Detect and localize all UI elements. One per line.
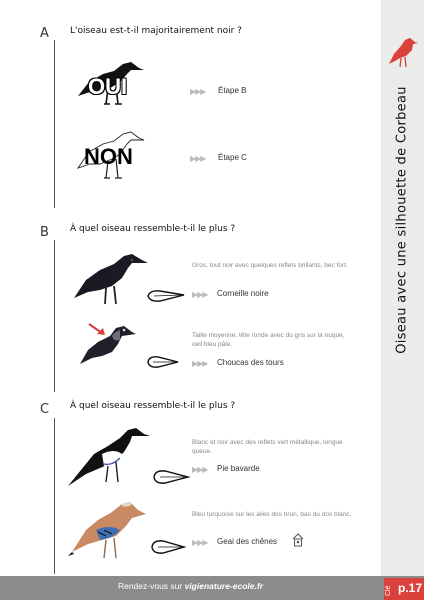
arrow-icon: ▶▶▶ (192, 538, 208, 547)
species-choucas-des-tours[interactable]: Choucas des tours (217, 358, 284, 367)
beak-icon (150, 538, 186, 556)
footer-prefix: Rendez-vous sur (117, 581, 185, 591)
description-pie: Blanc et noir avec des reflets vert métallique, longue queue. (192, 439, 343, 455)
page-number: p.17 (398, 581, 423, 595)
red-pointer-arrow (88, 322, 108, 336)
question-a: L'oiseau est-t-il majoritairement noir ? (70, 26, 242, 36)
section-letter-c: C (40, 402, 50, 417)
arrow-icon: ▶▶▶ (192, 359, 208, 368)
beak-icon (152, 468, 190, 486)
guide-page: Oiseau avec une silhouette de Corbeau A L'oiseau est-t-il majoritairement noir ? OUI ▶▶▶ Étape B NON ▶▶▶ Étape C B À quel oiseau ressemble-t-il le plus ? Gros, tout noir avec quelques reflets brillants, bec fort. ▶▶▶ Corneille noire Taille moyenne, tête ronde avec du gris sur la nuque, oeil bleu pâle. ▶▶▶ Choucas des tours C À quel oiseau ressemble-t-il le plus ? Blanc et noir avec des reflets vert métallique, longue queue. ▶▶▶ Pie bavarde Bleu turquoise sur les ailes dos brun, bas du dos blanc. ▶▶▶ Geai des chênes Rendez-vous sur vigienature-ecole.fr Clé p.17 (0, 0, 424, 600)
arrow-icon: ▶▶▶ (190, 87, 206, 96)
divider-b (54, 240, 55, 392)
answer-non: NON (84, 144, 133, 169)
description-geai: Bleu turquoise sur les ailes dos brun, bas du dos blanc. (192, 511, 352, 518)
corneille-illustration (70, 248, 150, 308)
arrow-icon: ▶▶▶ (190, 154, 206, 163)
geai-illustration (66, 496, 150, 566)
beak-icon (146, 288, 186, 304)
red-bird-icon (388, 34, 420, 70)
birdhouse-icon (292, 533, 304, 547)
species-corneille-noire[interactable]: Corneille noire (217, 289, 269, 298)
divider-a (54, 40, 55, 208)
target-etape-c[interactable]: Étape C (218, 153, 247, 162)
pie-bavarde-illustration (64, 424, 152, 492)
species-pie-bavarde[interactable]: Pie bavarde (217, 464, 260, 473)
question-b: À quel oiseau ressemble-t-il le plus ? (70, 224, 236, 234)
footer-link[interactable]: vigienature-ecole.fr (184, 581, 264, 591)
target-etape-b[interactable]: Étape B (218, 86, 247, 95)
answer-oui: OUI (88, 74, 128, 99)
description-choucas: Taille moyenne, tête ronde avec du gris sur la nuque, oeil bleu pâle. (192, 332, 345, 348)
footer-text (0, 581, 381, 591)
divider-c (54, 418, 55, 574)
beak-icon (146, 354, 180, 370)
choucas-illustration (78, 320, 138, 370)
arrow-icon: ▶▶▶ (192, 465, 208, 474)
species-geai-des-chenes[interactable]: Geai des chênes (217, 537, 278, 546)
arrow-icon: ▶▶▶ (192, 290, 208, 299)
description-corneille: Gros, tout noir avec quelques reflets brillants, bec fort. (192, 262, 348, 269)
section-letter-b: B (40, 225, 49, 240)
cle-label: Clé (385, 585, 392, 596)
question-c: À quel oiseau ressemble-t-il le plus ? (70, 401, 236, 411)
section-letter-a: A (40, 26, 49, 41)
